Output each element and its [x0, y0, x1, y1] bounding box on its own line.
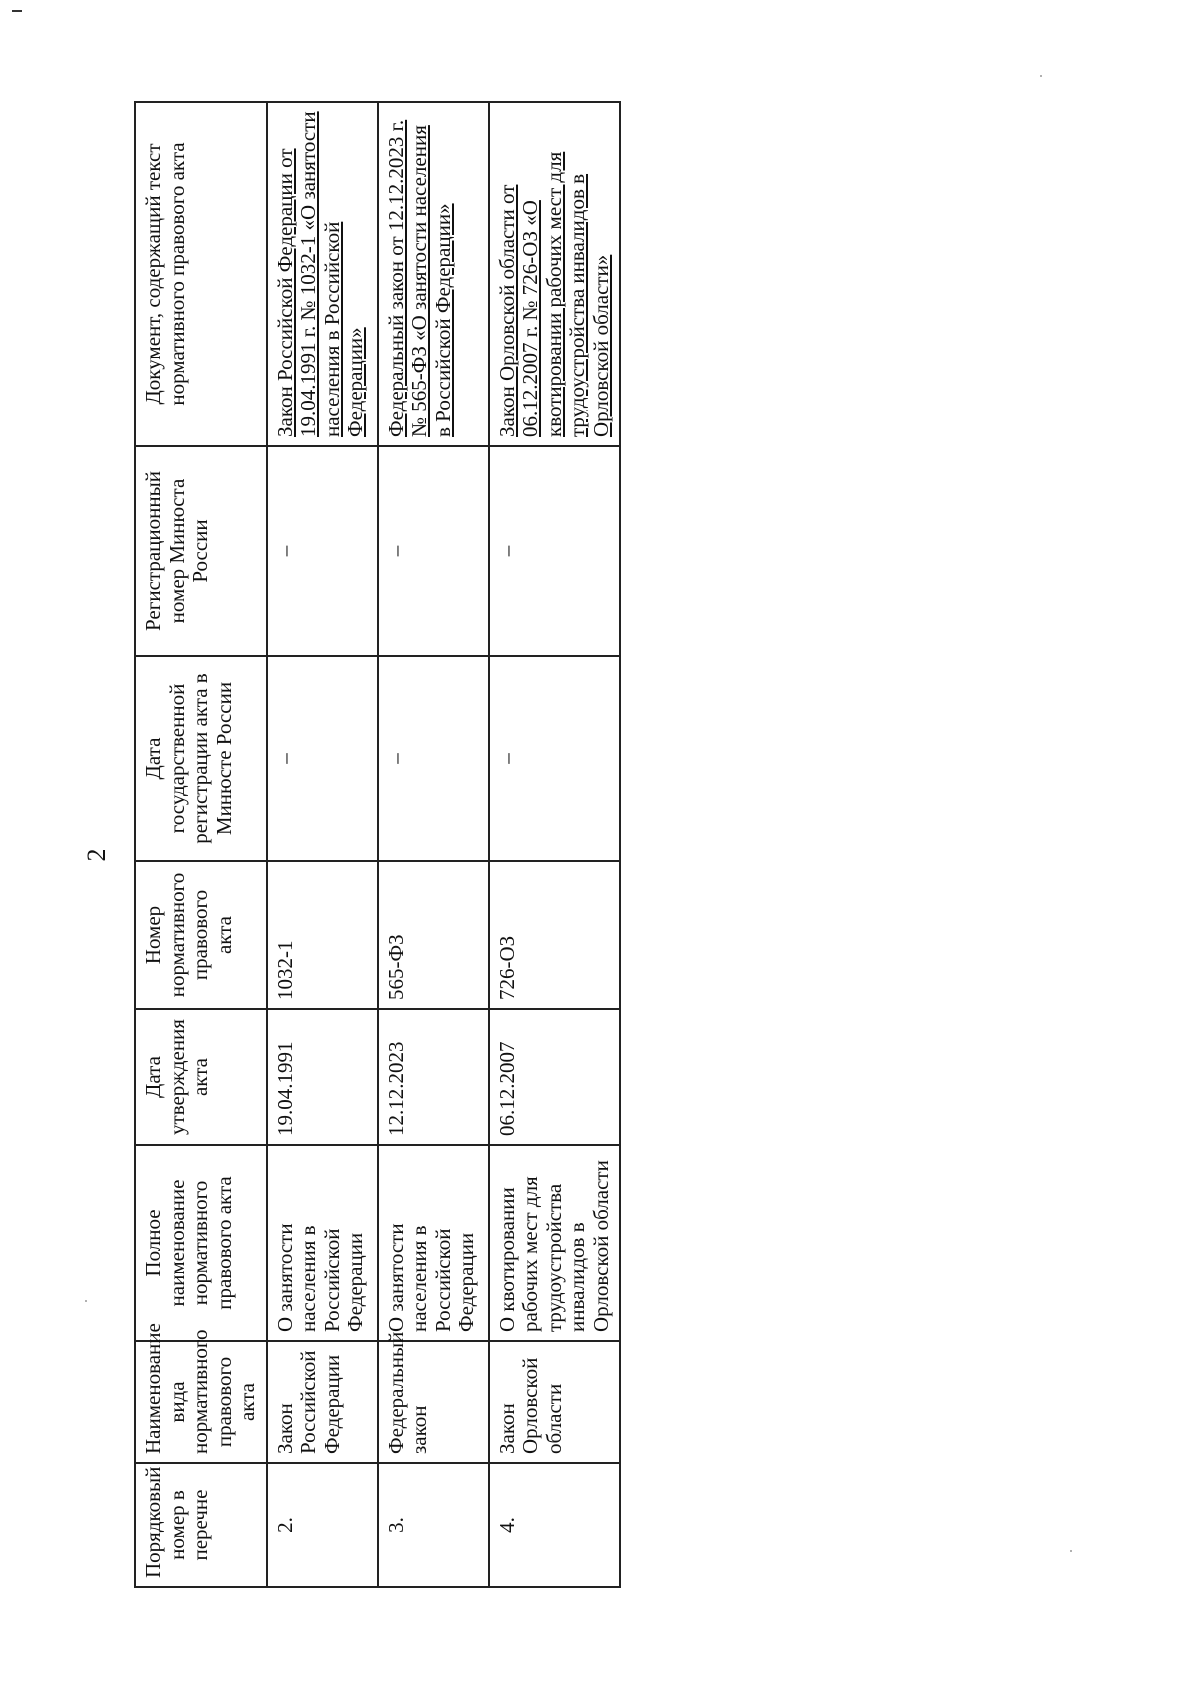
header-number: Номер нормативного правового акта: [135, 861, 267, 1009]
cell-date: 12.12.2023: [378, 1009, 489, 1145]
cell-title: О квотировании рабочих мест для трудоустройства инвалидов в Орловской области: [489, 1145, 621, 1341]
header-order: Порядковый номер в перечне: [135, 1463, 267, 1587]
cell-reg-number: –: [378, 446, 489, 656]
cell-number: 565-ФЗ: [378, 861, 489, 1009]
cell-order: 3.: [378, 1463, 489, 1587]
cell-reg-date: –: [489, 656, 621, 861]
cell-reg-number: –: [267, 446, 378, 656]
cell-kind: Закон Российской Федерации: [267, 1341, 378, 1463]
cell-order: 4.: [489, 1463, 621, 1587]
scan-speck: [85, 1300, 87, 1302]
cell-kind: Закон Орловской области: [489, 1341, 621, 1463]
cell-reg-date: –: [267, 656, 378, 861]
document-link-text[interactable]: Федеральный закон от 12.12.2023 г. № 565-ФЗ «О занятости населения в Российской Федерации»: [383, 119, 455, 437]
table-row: [267, 102, 378, 1587]
normative-acts-table: [134, 101, 621, 1588]
table-header-row: [135, 102, 267, 1587]
document-link-text[interactable]: Закон Орловской области от 06.12.2007 г. № 726-ОЗ «О квотировании рабочих мест для трудоустройства инвалидов в Орловской области»: [494, 151, 613, 437]
cell-title: О занятости населения в Российской Федерации: [267, 1145, 378, 1341]
cell-number: 726-ОЗ: [489, 861, 621, 1009]
cell-order: 2.: [267, 1463, 378, 1587]
header-title: Полное наименование нормативного правового акта: [135, 1145, 267, 1341]
scan-speck: [1040, 75, 1042, 77]
header-kind: Наименование вида нормативного правового акта: [135, 1341, 267, 1463]
table-row: [378, 102, 489, 1587]
cell-document-link[interactable]: [267, 102, 378, 446]
cell-number: 1032-1: [267, 861, 378, 1009]
table-row: [489, 102, 621, 1587]
header-reg-number: Регистрационный номер Минюста России: [135, 446, 267, 656]
header-date: Дата утверждения акта: [135, 1009, 267, 1145]
document-link-text[interactable]: Закон Российской Федерации от 19.04.1991 г. № 1032-1 «О занятости населения в Российской Федерации»: [272, 111, 368, 437]
scan-corner-mark: [12, 10, 22, 12]
cell-kind: Федеральный закон: [378, 1341, 489, 1463]
cell-reg-number: –: [489, 446, 621, 656]
cell-date: 19.04.1991: [267, 1009, 378, 1145]
page-number: 2: [82, 848, 111, 862]
cell-date: 06.12.2007: [489, 1009, 621, 1145]
cell-title: О занятости населения в Российской Федерации: [378, 1145, 489, 1341]
scan-speck: [1070, 1550, 1072, 1552]
header-document: Документ, содержащий текст нормативного правового акта: [135, 102, 267, 446]
cell-reg-date: –: [378, 656, 489, 861]
header-reg-date: Дата государственной регистрации акта в Минюсте России: [135, 656, 267, 861]
rotated-table-container: [134, 101, 621, 1588]
cell-document-link[interactable]: [378, 102, 489, 446]
cell-document-link[interactable]: [489, 102, 621, 446]
